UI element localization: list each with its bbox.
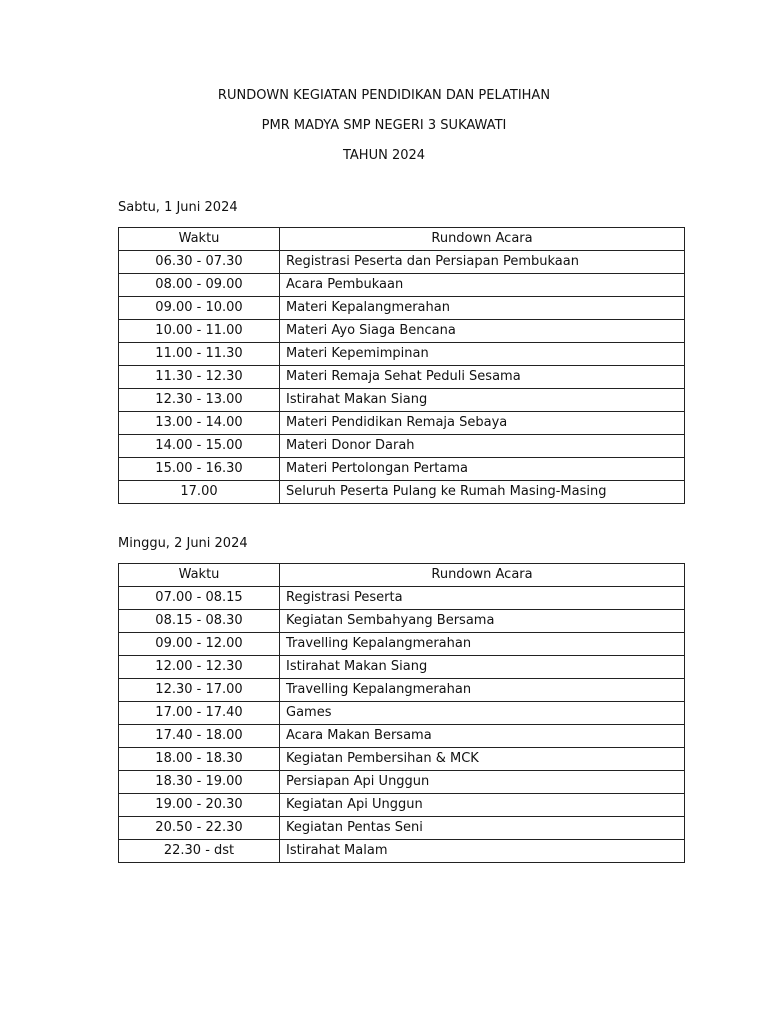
row-time: 13.00 - 14.00: [119, 412, 280, 435]
row-time: 11.30 - 12.30: [119, 366, 280, 389]
table-row: [119, 725, 685, 748]
row-event: Registrasi Peserta: [280, 587, 685, 610]
table-row: [119, 320, 685, 343]
row-time: 12.30 - 13.00: [119, 389, 280, 412]
table-row: [119, 679, 685, 702]
row-time: 18.30 - 19.00: [119, 771, 280, 794]
row-event: Materi Pertolongan Pertama: [280, 458, 685, 481]
row-time: 19.00 - 20.30: [119, 794, 280, 817]
title-line-1: RUNDOWN KEGIATAN PENDIDIKAN DAN PELATIHAN: [217, 88, 551, 103]
row-event: Seluruh Peserta Pulang ke Rumah Masing-Masing: [280, 481, 685, 504]
row-event: Materi Kepalangmerahan: [280, 297, 685, 320]
table-header-row: [119, 564, 685, 587]
table-row: [119, 794, 685, 817]
row-event: Travelling Kepalangmerahan: [280, 633, 685, 656]
row-event: Istirahat Makan Siang: [280, 656, 685, 679]
header-time: Waktu: [119, 228, 280, 251]
table-row: [119, 389, 685, 412]
row-event: Materi Kepemimpinan: [280, 343, 685, 366]
row-time: 12.30 - 17.00: [119, 679, 280, 702]
table-row: [119, 412, 685, 435]
title-line-3: TAHUN 2024: [342, 148, 426, 163]
table-header-row: [119, 228, 685, 251]
table-row: [119, 297, 685, 320]
row-time: 18.00 - 18.30: [119, 748, 280, 771]
row-event: Materi Ayo Siaga Bencana: [280, 320, 685, 343]
row-time: 09.00 - 12.00: [119, 633, 280, 656]
row-time: 06.30 - 07.30: [119, 251, 280, 274]
day-label-saturday: Sabtu, 1 Juni 2024: [118, 200, 238, 215]
header-event: Rundown Acara: [280, 564, 685, 587]
row-event: Istirahat Malam: [280, 840, 685, 863]
table-row: [119, 343, 685, 366]
row-time: 17.00: [119, 481, 280, 504]
title-line-2: PMR MADYA SMP NEGERI 3 SUKAWATI: [261, 118, 507, 133]
row-event: Persiapan Api Unggun: [280, 771, 685, 794]
row-time: 08.15 - 08.30: [119, 610, 280, 633]
table-row: [119, 702, 685, 725]
table-row: [119, 366, 685, 389]
row-time: 20.50 - 22.30: [119, 817, 280, 840]
table-row: [119, 817, 685, 840]
row-time: 17.00 - 17.40: [119, 702, 280, 725]
day-label-sunday: Minggu, 2 Juni 2024: [118, 536, 248, 551]
table-row: [119, 656, 685, 679]
row-event: Kegiatan Api Unggun: [280, 794, 685, 817]
row-time: 15.00 - 16.30: [119, 458, 280, 481]
table-row: [119, 458, 685, 481]
row-time: 10.00 - 11.00: [119, 320, 280, 343]
row-time: 12.00 - 12.30: [119, 656, 280, 679]
table-row: [119, 274, 685, 297]
table-row: [119, 748, 685, 771]
row-time: 14.00 - 15.00: [119, 435, 280, 458]
schedule-table-sunday: [118, 563, 685, 863]
row-event: Travelling Kepalangmerahan: [280, 679, 685, 702]
schedule-table-saturday: [118, 227, 685, 504]
row-time: 08.00 - 09.00: [119, 274, 280, 297]
table-row: [119, 610, 685, 633]
row-event: Materi Pendidikan Remaja Sebaya: [280, 412, 685, 435]
row-event: Acara Pembukaan: [280, 274, 685, 297]
row-event: Acara Makan Bersama: [280, 725, 685, 748]
row-event: Registrasi Peserta dan Persiapan Pembukaan: [280, 251, 685, 274]
row-event: Materi Donor Darah: [280, 435, 685, 458]
row-time: 09.00 - 10.00: [119, 297, 280, 320]
row-event: Kegiatan Pentas Seni: [280, 817, 685, 840]
row-event: Games: [280, 702, 685, 725]
row-event: Istirahat Makan Siang: [280, 389, 685, 412]
row-event: Materi Remaja Sehat Peduli Sesama: [280, 366, 685, 389]
row-time: 17.40 - 18.00: [119, 725, 280, 748]
header-time: Waktu: [119, 564, 280, 587]
row-time: 22.30 - dst: [119, 840, 280, 863]
table-row: [119, 840, 685, 863]
table-row: [119, 435, 685, 458]
table-row: [119, 481, 685, 504]
table-row: [119, 251, 685, 274]
table-row: [119, 587, 685, 610]
table-row: [119, 771, 685, 794]
table-row: [119, 633, 685, 656]
row-time: 11.00 - 11.30: [119, 343, 280, 366]
header-event: Rundown Acara: [280, 228, 685, 251]
row-event: Kegiatan Sembahyang Bersama: [280, 610, 685, 633]
row-time: 07.00 - 08.15: [119, 587, 280, 610]
document-title: [0, 86, 768, 176]
row-event: Kegiatan Pembersihan & MCK: [280, 748, 685, 771]
